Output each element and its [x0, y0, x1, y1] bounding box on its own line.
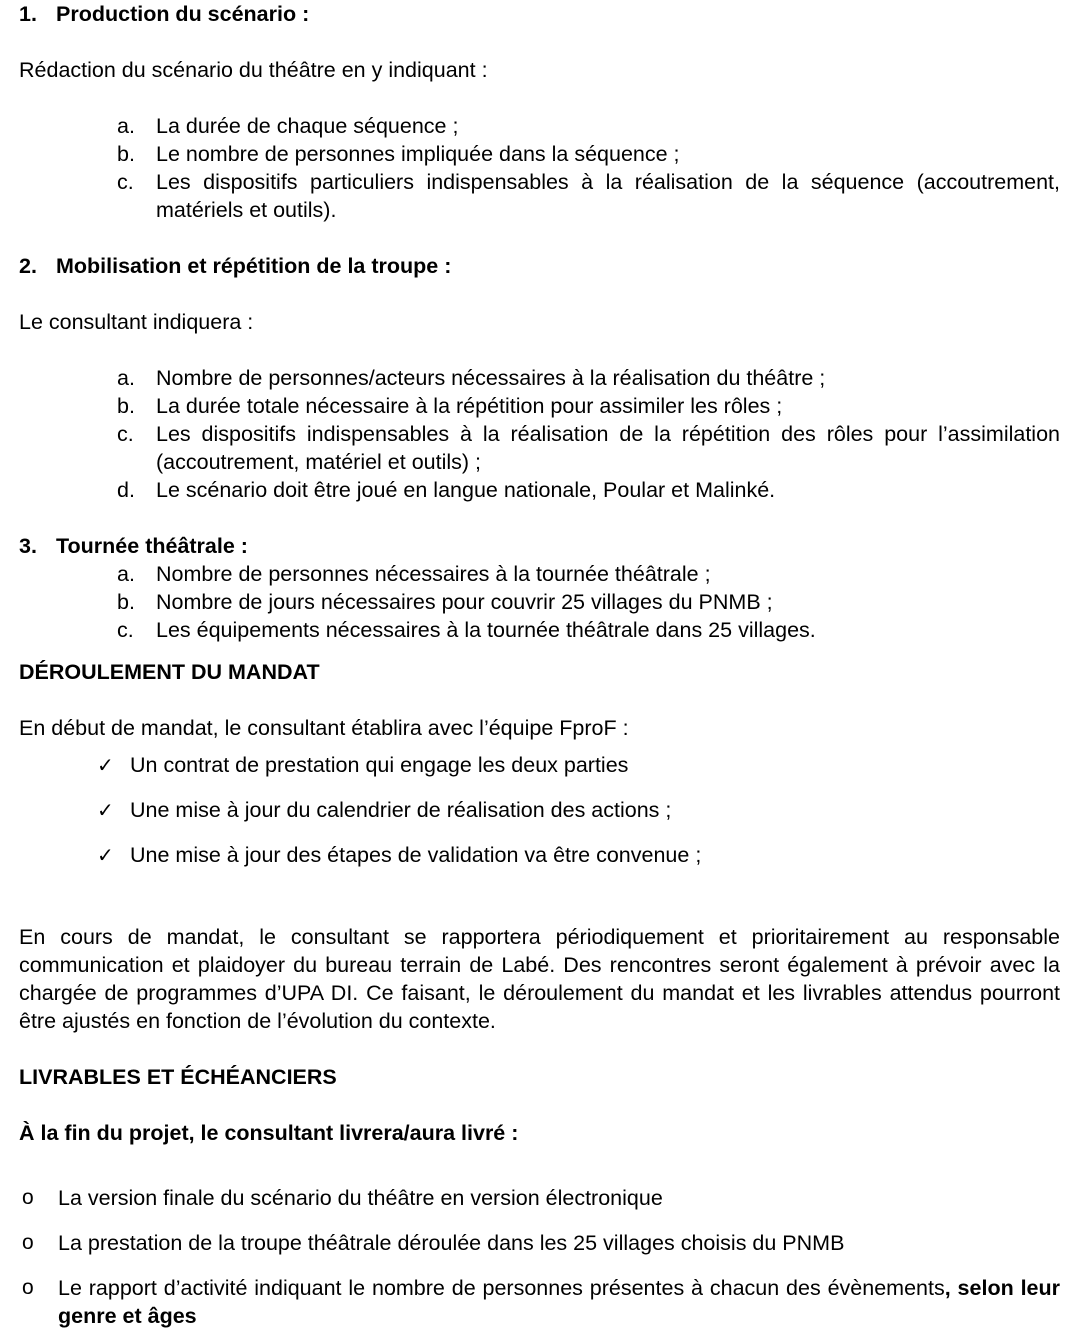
list-item-text: Les équipements nécessaires à la tournée théâtrale dans 25 villages.: [156, 618, 816, 642]
spacer: [19, 914, 1060, 923]
list-item: [19, 1184, 1060, 1212]
list-item-text: Les dispositifs particuliers indispensables à la réalisation de la séquence (accoutrement, matériels et outils).: [156, 170, 1060, 222]
list-item-text: Une mise à jour des étapes de validation va être convenue ;: [130, 843, 702, 867]
alpha-list-2: [19, 364, 1060, 504]
section-intro-1: Rédaction du scénario du théâtre en y indiquant :: [19, 58, 488, 82]
list-item-text-bold: , selon leur genre et âges: [58, 1276, 1060, 1328]
alpha-list-3: [19, 560, 1060, 644]
circle-bullet-icon: o: [22, 1231, 34, 1254]
section-heading-3: [19, 532, 1060, 560]
list-item: [19, 616, 1060, 644]
list-item: [19, 168, 1060, 224]
list-item-text: Le rapport d’activité indiquant le nombre de personnes présentes à chacun des évènements: [58, 1276, 945, 1300]
list-item: [19, 796, 1060, 824]
list-marker: b.: [117, 394, 135, 418]
spacer: [19, 1147, 1060, 1175]
list-marker: a.: [117, 114, 135, 138]
heading-deroulement-du-mandat: DÉROULEMENT DU MANDAT: [19, 660, 320, 684]
deroulement-paragraph: En cours de mandat, le consultant se rapportera périodiquement et prioritairement au responsable communication et plaidoyer du bureau terrain de Labé. Des rencontres seront également à prévoir avec la chargée de programmes d’UPA DI. Ce faisant, le déroulement du mandat et les livrables attendus pourront être ajustés en fonction de l’évolution du contexte.: [19, 925, 1060, 1033]
list-item: [19, 392, 1060, 420]
list-item: [19, 420, 1060, 476]
list-marker: c.: [117, 170, 134, 194]
spacer: [19, 1035, 1060, 1063]
section-title-1: Production du scénario :: [56, 2, 310, 26]
livrables-lead: À la fin du projet, le consultant livrera/aura livré :: [19, 1121, 519, 1145]
list-marker: c.: [117, 422, 134, 446]
list-item: [19, 588, 1060, 616]
list-item-text: Nombre de personnes/acteurs nécessaires à la réalisation du théâtre ;: [156, 366, 826, 390]
list-marker: c.: [117, 618, 134, 642]
spacer: [19, 28, 1060, 56]
spacer: [19, 644, 1060, 658]
list-item: [19, 112, 1060, 140]
list-marker: a.: [117, 562, 135, 586]
spacer: [19, 1091, 1060, 1119]
spacer: [19, 84, 1060, 112]
list-item: [19, 140, 1060, 168]
list-item-text: La durée totale nécessaire à la répétition pour assimiler les rôles ;: [156, 394, 783, 418]
list-item: [19, 476, 1060, 504]
check-icon: ✓: [97, 843, 114, 867]
list-item-text: La version finale du scénario du théâtre en version électronique: [58, 1186, 663, 1210]
check-icon: ✓: [97, 798, 114, 822]
section-heading-1: [19, 0, 1060, 28]
list-item-text: Les dispositifs indispensables à la réalisation de la répétition des rôles pour l’assimilation (accoutrement, matériel et outils) ;: [156, 422, 1060, 474]
spacer: [19, 336, 1060, 364]
alpha-list-1: [19, 112, 1060, 224]
list-item-text: Un contrat de prestation qui engage les deux parties: [130, 753, 629, 777]
section-number-3: 3.: [19, 534, 37, 558]
deroulement-intro: En début de mandat, le consultant établira avec l’équipe FproF :: [19, 716, 629, 740]
section-intro-2: Le consultant indiquera :: [19, 310, 254, 334]
spacer: [19, 1175, 1060, 1184]
list-item: [19, 841, 1060, 869]
section-title-3: Tournée théâtrale :: [56, 534, 248, 558]
list-marker: b.: [117, 590, 135, 614]
list-item: [19, 364, 1060, 392]
list-item-text: Nombre de jours nécessaires pour couvrir 25 villages du PNMB ;: [156, 590, 773, 614]
list-item: [19, 1229, 1060, 1257]
circle-bullet-icon: o: [22, 1276, 34, 1299]
spacer: [19, 280, 1060, 308]
list-item-text: La prestation de la troupe théâtrale déroulée dans les 25 villages choisis du PNMB: [58, 1231, 845, 1255]
spacer: [19, 224, 1060, 252]
list-item: [19, 751, 1060, 779]
list-item: [19, 1274, 1060, 1330]
circle-bullet-icon: o: [22, 1186, 34, 1209]
list-item-text: Le nombre de personnes impliquée dans la séquence ;: [156, 142, 680, 166]
spacer: [19, 742, 1060, 751]
spacer: [19, 886, 1060, 914]
list-marker: b.: [117, 142, 135, 166]
list-marker: a.: [117, 366, 135, 390]
section-heading-2: [19, 252, 1060, 280]
livrables-bullet-list: [19, 1184, 1060, 1330]
heading-livrables-et-echeanciers: LIVRABLES ET ÉCHÉANCIERS: [19, 1065, 337, 1089]
spacer: [19, 686, 1060, 714]
list-marker: d.: [117, 478, 135, 502]
document-body: [19, 0, 1060, 1330]
list-item: [19, 560, 1060, 588]
section-number-2: 2.: [19, 254, 37, 278]
list-item-text: La durée de chaque séquence ;: [156, 114, 459, 138]
check-icon: ✓: [97, 753, 114, 777]
section-title-2: Mobilisation et répétition de la troupe :: [56, 254, 452, 278]
checklist-deroulement: [19, 751, 1060, 869]
list-item-text: Le scénario doit être joué en langue nationale, Poular et Malinké.: [156, 478, 776, 502]
list-item-text: Une mise à jour du calendrier de réalisation des actions ;: [130, 798, 672, 822]
section-number-1: 1.: [19, 2, 37, 26]
list-item-text: Nombre de personnes nécessaires à la tournée théâtrale ;: [156, 562, 711, 586]
spacer: [19, 504, 1060, 532]
